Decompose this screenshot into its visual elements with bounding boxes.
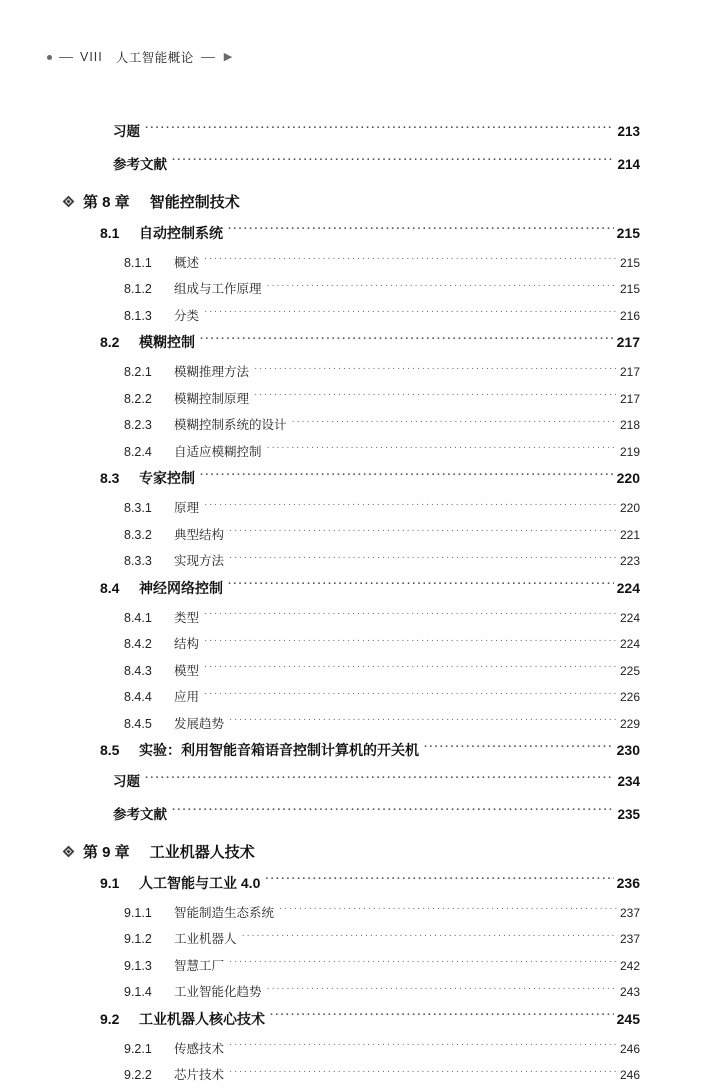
subsection-label: 工业机器人 (174, 932, 237, 946)
subsection-number: 8.2.1 (124, 365, 152, 379)
dot-leader (267, 984, 617, 997)
subsection-label: 原理 (174, 501, 200, 515)
toc-subsection[interactable] (0, 1065, 718, 1083)
section-page: 217 (616, 334, 640, 350)
dot-leader (229, 553, 617, 566)
dash-icon (201, 57, 215, 58)
subsection-number: 8.4.4 (124, 690, 152, 704)
subsection-label: 智慧工厂 (174, 958, 225, 973)
section-number: 8.2 (100, 334, 120, 350)
chapter-heading[interactable] (0, 191, 718, 212)
subsection-number: 8.3.3 (124, 554, 152, 568)
subsection-number: 9.1.3 (124, 958, 152, 973)
subsection-number: 8.2.4 (124, 444, 152, 459)
subsection-number: 8.1.3 (124, 308, 152, 323)
dot-leader (229, 526, 617, 539)
toc-entry-page: 214 (617, 156, 640, 172)
section-label: 实验：利用智能音箱语音控制计算机的开关机 (139, 742, 419, 758)
toc-subsection[interactable] (0, 362, 718, 380)
toc-subsection[interactable] (0, 525, 718, 543)
subsection-page: 237 (619, 932, 640, 946)
toc-subsection[interactable] (0, 687, 718, 705)
dot-leader (204, 636, 617, 649)
dot-leader (204, 609, 617, 622)
dot-leader (145, 123, 614, 137)
section-number: 8.1 (100, 224, 120, 241)
toc-subsection[interactable] (0, 389, 718, 407)
dot-leader (265, 874, 613, 888)
subsection-label: 自适应模糊控制 (174, 444, 262, 459)
dot-leader (267, 281, 617, 294)
subsection-label: 工业智能化趋势 (174, 985, 262, 999)
subsection-page: 243 (619, 985, 640, 999)
dot-leader (200, 469, 614, 483)
toc-entry-page: 234 (617, 774, 640, 789)
toc-entry[interactable] (0, 770, 718, 790)
section-number: 8.5 (100, 742, 120, 758)
subsection-page: 215 (619, 282, 640, 296)
subsection-label: 分类 (174, 308, 200, 323)
subsection-label: 典型结构 (174, 527, 225, 542)
chapter-title: 智能控制技术 (149, 193, 240, 211)
toc-subsection[interactable] (0, 551, 718, 569)
toc-entry-label: 参考文献 (113, 806, 167, 822)
section-page: 215 (616, 224, 640, 241)
chapter-heading[interactable] (0, 841, 718, 862)
subsection-label: 应用 (174, 690, 200, 704)
subsection-label: 芯片技术 (174, 1068, 225, 1082)
subsection-label: 发展趋势 (174, 716, 225, 731)
toc-subsection[interactable] (0, 1039, 718, 1057)
dot-leader (204, 662, 617, 675)
diamond-icon (62, 845, 75, 858)
subsection-number: 8.3.1 (124, 501, 152, 515)
subsection-page: 218 (619, 418, 640, 432)
subsection-page: 221 (619, 527, 640, 542)
toc-subsection[interactable] (0, 279, 718, 297)
section-page: 224 (616, 579, 640, 596)
toc-subsection[interactable] (0, 903, 718, 921)
dot-leader (229, 957, 617, 970)
subsection-page: 237 (619, 905, 640, 920)
subsection-page: 226 (619, 690, 640, 704)
subsection-number: 9.2.2 (124, 1068, 152, 1082)
dot-leader (204, 254, 617, 267)
toc-section[interactable] (0, 1009, 718, 1029)
dot-leader (200, 333, 614, 347)
toc-entry-page: 213 (617, 124, 640, 139)
toc-section[interactable] (0, 468, 718, 488)
subsection-number: 8.1.1 (124, 255, 152, 270)
toc-section[interactable] (0, 740, 718, 760)
section-label: 人工智能与工业 4.0 (139, 874, 261, 891)
subsection-page: 224 (619, 637, 640, 651)
dot-leader (229, 715, 617, 728)
subsection-number: 9.1.4 (124, 985, 152, 999)
subsection-number: 8.4.5 (124, 716, 152, 731)
toc-section[interactable] (0, 223, 718, 243)
toc-subsection[interactable] (0, 442, 718, 460)
subsection-page: 219 (619, 444, 640, 459)
section-page: 236 (616, 874, 640, 891)
dot-leader (172, 805, 614, 819)
toc-subsection[interactable] (0, 982, 718, 1000)
dot-leader (267, 443, 617, 456)
dot-leader (204, 500, 617, 513)
toc-subsection[interactable] (0, 956, 718, 974)
toc-entry-label: 习题 (113, 124, 140, 139)
subsection-label: 组成与工作原理 (174, 282, 262, 296)
toc-entry-page: 235 (617, 806, 640, 822)
book-title: 人工智能概论 (115, 51, 194, 65)
subsection-label: 智能制造生态系统 (174, 905, 275, 920)
subsection-page: 225 (619, 663, 640, 678)
chapter-title: 工业机器人技术 (149, 843, 255, 861)
toc-entry[interactable] (0, 153, 718, 173)
subsection-page: 242 (619, 958, 640, 973)
toc-section[interactable] (0, 873, 718, 893)
dot-icon (47, 55, 52, 60)
subsection-number: 8.4.3 (124, 663, 152, 678)
subsection-number: 8.2.2 (124, 391, 152, 406)
dot-leader (242, 931, 617, 944)
subsection-page: 223 (619, 554, 640, 568)
dot-leader (228, 579, 614, 593)
dot-leader (270, 1010, 614, 1024)
toc-subsection[interactable] (0, 634, 718, 652)
chapter-number: 第 9 章 (83, 843, 130, 861)
subsection-number: 8.4.2 (124, 637, 152, 651)
toc-subsection[interactable] (0, 253, 718, 271)
subsection-label: 类型 (174, 610, 200, 625)
subsection-label: 模糊推理方法 (174, 365, 250, 379)
section-number: 9.2 (100, 1010, 120, 1027)
subsection-label: 概述 (174, 255, 200, 270)
subsection-page: 246 (619, 1068, 640, 1082)
dot-leader (204, 307, 617, 320)
section-label: 自动控制系统 (139, 224, 223, 241)
subsection-number: 8.3.2 (124, 527, 152, 542)
page-folio: VIII (80, 50, 103, 64)
subsection-page: 216 (619, 308, 640, 323)
subsection-label: 实现方法 (174, 554, 225, 568)
dot-leader (279, 904, 617, 917)
section-label: 专家控制 (139, 470, 195, 486)
dot-leader (229, 1067, 617, 1080)
toc-subsection[interactable] (0, 714, 718, 732)
table-of-contents (0, 120, 718, 1092)
subsection-label: 模型 (174, 663, 200, 678)
section-label: 模糊控制 (139, 334, 195, 350)
section-number: 8.3 (100, 470, 120, 486)
toc-subsection[interactable] (0, 498, 718, 516)
subsection-number: 8.2.3 (124, 418, 152, 432)
subsection-number: 8.4.1 (124, 610, 152, 625)
dot-leader (204, 689, 617, 702)
toc-subsection[interactable] (0, 608, 718, 626)
subsection-label: 模糊控制原理 (174, 391, 250, 406)
toc-section[interactable] (0, 332, 718, 352)
toc-entry-label: 参考文献 (113, 156, 167, 172)
dot-leader (424, 741, 614, 755)
toc-subsection[interactable] (0, 661, 718, 679)
running-head (47, 48, 233, 66)
dot-leader (229, 1040, 617, 1053)
subsection-page: 220 (619, 501, 640, 515)
subsection-number: 9.1.2 (124, 932, 152, 946)
subsection-page: 229 (619, 716, 640, 731)
dot-leader (292, 417, 617, 430)
subsection-page: 224 (619, 610, 640, 625)
section-page: 245 (616, 1010, 640, 1027)
toc-entry-label: 习题 (113, 774, 140, 789)
subsection-page: 217 (619, 391, 640, 406)
toc-subsection[interactable] (0, 929, 718, 947)
toc-entry[interactable] (0, 803, 718, 823)
chapter-number: 第 8 章 (83, 193, 130, 211)
subsection-label: 模糊控制系统的设计 (174, 418, 287, 432)
section-label: 神经网络控制 (139, 579, 223, 596)
dot-leader (145, 773, 614, 787)
section-page: 220 (616, 470, 640, 486)
arrow-icon: ▶ (223, 50, 233, 63)
subsection-page: 215 (619, 255, 640, 270)
section-label: 工业机器人核心技术 (139, 1010, 265, 1027)
toc-section[interactable] (0, 578, 718, 598)
subsection-number: 9.1.1 (124, 905, 152, 920)
section-number: 8.4 (100, 579, 120, 596)
dot-leader (254, 390, 617, 403)
dot-leader (254, 364, 617, 377)
diamond-icon (62, 195, 75, 208)
toc-entry[interactable] (0, 120, 718, 140)
subsection-number: 8.1.2 (124, 282, 152, 296)
dash-icon (59, 57, 73, 58)
subsection-label: 传感技术 (174, 1041, 225, 1056)
toc-subsection[interactable] (0, 415, 718, 433)
section-number: 9.1 (100, 874, 120, 891)
subsection-page: 246 (619, 1041, 640, 1056)
subsection-page: 217 (619, 365, 640, 379)
toc-subsection[interactable] (0, 306, 718, 324)
section-page: 230 (616, 742, 640, 758)
subsection-label: 结构 (174, 637, 200, 651)
subsection-number: 9.2.1 (124, 1041, 152, 1056)
dot-leader (172, 155, 614, 169)
dot-leader (228, 224, 614, 238)
